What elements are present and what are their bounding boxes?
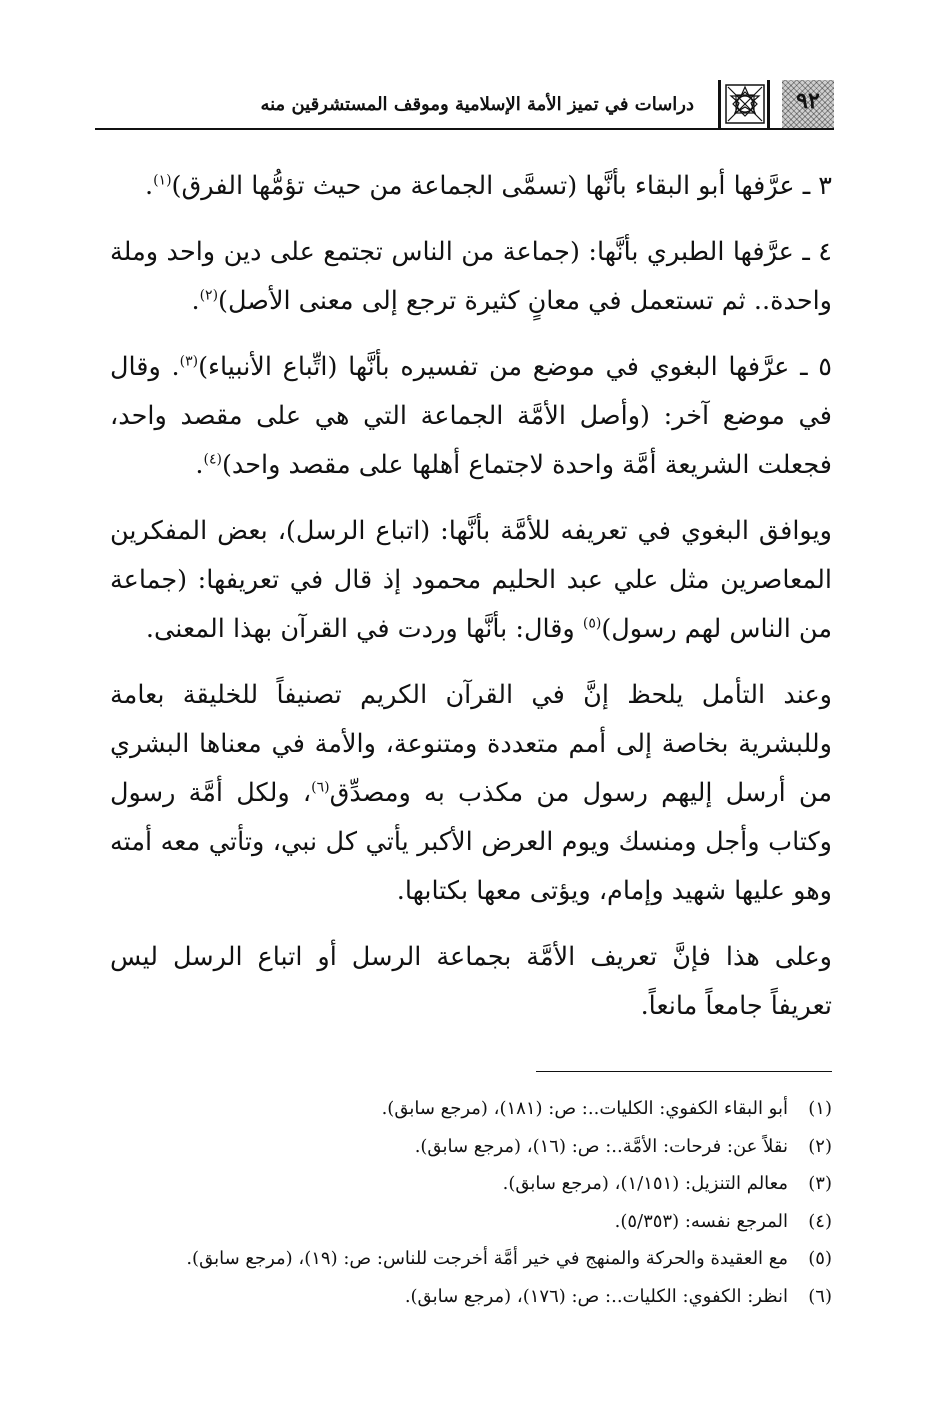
footnote-text: مع العقيدة والحركة والمنهج في خير أمَّة أخرجت للناس: ص: (١٩)، (مرجع سابق). bbox=[186, 1248, 788, 1269]
footnote-text: نقلاً عن: فرحات: الأمَّة..: ص: (١٦)، (مرجع سابق). bbox=[414, 1135, 788, 1157]
paragraph-tail: وقال: بأنَّها وردت في القرآن بهذا المعنى. bbox=[145, 614, 583, 644]
paragraph bbox=[110, 507, 832, 654]
footnote-ref: (٥) bbox=[582, 615, 602, 632]
paragraph-tail: ، ولكل أمَّة رسول وكتاب وأجل ومنسك ويوم العرض الأكبر يأتي كل نبي، وتأتي معه أمته وهو عليها شهيد وإمام، ويؤتى معها بكتابها. bbox=[110, 778, 832, 906]
footnote-number: (٣) bbox=[808, 1173, 832, 1194]
page-number: ٩٢ bbox=[796, 88, 820, 114]
footnote bbox=[110, 1094, 832, 1132]
paragraph-text: وعلى هذا فإنَّ تعريف الأمَّة بجماعة الرسل أو اتباع الرسل ليس تعريفاً جامعاً مانعاً. bbox=[110, 942, 832, 1021]
footnotes bbox=[110, 1094, 832, 1319]
header-rule bbox=[95, 128, 834, 130]
footnote-number: (٥) bbox=[808, 1248, 832, 1269]
footnote-number: (٢) bbox=[808, 1135, 832, 1157]
paragraph-tail: . bbox=[191, 286, 200, 316]
footnote bbox=[110, 1244, 832, 1282]
paragraph-text: ٣ ـ عرَّفها أبو البقاء بأنَّها (تسمَّى الجماعة من حيث تؤمُّها الفرق) bbox=[171, 171, 832, 201]
paragraph-tail: . bbox=[195, 450, 204, 480]
paragraph-text: ٥ ـ عرَّفها البغوي في موضع من تفسيره بأنَّها (اتِّباع الأنبياء) bbox=[198, 352, 832, 382]
book-title: دراسات في تميز الأمة الإسلامية وموقف المستشرقين منه bbox=[260, 94, 694, 115]
paragraph bbox=[110, 228, 832, 326]
footnote-ref: (١) bbox=[153, 172, 172, 189]
paragraph-text: ٤ ـ عرَّفها الطبري بأنَّها: (جماعة من الناس تجتمع على دين واحد وملة واحدة.. ثم تستعمل في معانٍ كثيرة ترجع إلى معنى الأصل) bbox=[110, 237, 832, 316]
paragraph bbox=[110, 162, 832, 211]
footnote-number: (١) bbox=[808, 1098, 832, 1119]
footnote-text: المرجع نفسه: (٥/٣٥٣). bbox=[614, 1210, 788, 1232]
footnote bbox=[110, 1282, 832, 1320]
paragraph bbox=[110, 933, 832, 1031]
footnote bbox=[110, 1169, 832, 1207]
footnote-text: أبو البقاء الكفوي: الكليات..: ص: (١٨١)، (مرجع سابق). bbox=[381, 1098, 788, 1119]
main-text bbox=[110, 162, 832, 1048]
footnote-ref: (٣) bbox=[179, 353, 199, 370]
paragraph-text: وعند التأمل يلحظ إنَّ في القرآن الكريم تصنيفاً للخليقة بعامة وللبشرية بخاصة إلى أمم متعددة ومتنوعة، والأمة في معناها البشري من أرسل إليهم رسول من مكذب به ومصدِّق bbox=[110, 680, 832, 808]
running-header bbox=[95, 80, 834, 130]
footnote-text: انظر: الكفوي: الكليات..: ص: (١٧٦)، (مرجع سابق). bbox=[404, 1285, 788, 1307]
footnote-text: معالم التنزيل: (١/١٥١)، (مرجع سابق). bbox=[502, 1173, 788, 1194]
paragraph bbox=[110, 671, 832, 916]
paragraph-tail: . bbox=[144, 171, 154, 201]
footnote-number: (٦) bbox=[808, 1285, 832, 1307]
footnote-number: (٤) bbox=[808, 1210, 832, 1232]
paragraph bbox=[110, 343, 832, 490]
paragraph-text: ويوافق البغوي في تعريفه للأمَّة بأنَّها: (اتباع الرسل)، بعض المفكرين المعاصرين مثل علي عبد الحليم محمود إذ قال في تعريفها: (جماعة من الناس لهم رسول) bbox=[110, 516, 832, 644]
footnote-separator bbox=[536, 1071, 832, 1072]
footnote-ref: (٦) bbox=[311, 779, 330, 796]
page-number-box bbox=[782, 80, 834, 128]
paragraph-tail: . وقال في موضع آخر: (وأصل الأمَّة الجماعة التي هي على مقصد واحد، فجعلت الشريعة أمَّة واحدة لاجتماع أهلها على مقصد واحد) bbox=[110, 352, 832, 480]
footnote-ref: (٤) bbox=[203, 451, 222, 468]
footnote bbox=[110, 1207, 832, 1245]
footnote-ref: (٢) bbox=[199, 287, 219, 304]
ornament-icon bbox=[718, 80, 770, 128]
footnote bbox=[110, 1132, 832, 1170]
